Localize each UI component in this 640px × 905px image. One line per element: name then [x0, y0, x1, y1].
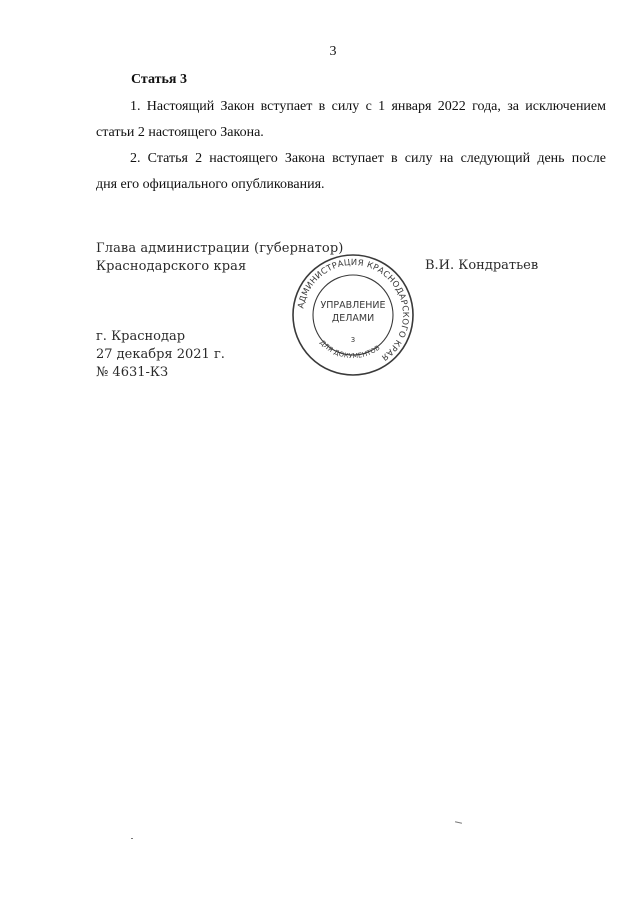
stamp-center-line-1: УПРАВЛЕНИЕ [320, 300, 386, 311]
stamp-center-number: 3 [350, 336, 356, 344]
article-title: Статья 3 [131, 72, 187, 87]
stamp-seal-icon [290, 252, 416, 378]
article-paragraph-2 [96, 146, 606, 198]
scan-speck [455, 821, 462, 823]
signer-position-line-2: Краснодарского края [96, 259, 247, 274]
scan-speck [131, 838, 133, 839]
place-date-number [96, 328, 225, 382]
page-number: 3 [329, 44, 337, 59]
document-number: № 4631-КЗ [96, 365, 169, 380]
stamp-center-line-2: ДЕЛАМИ [331, 313, 375, 324]
official-stamp [290, 252, 416, 378]
place-city: г. Краснодар [96, 329, 186, 344]
article-paragraph-1 [96, 94, 606, 146]
paragraph-2-first-line: 2. Статья 2 настоящего Закона вступает в силу на следующий день после [130, 151, 606, 166]
stamp-outer-text-path: АДМИНИСТРАЦИЯ КРАСНОДАРСКОГО КРАЯ [295, 256, 412, 364]
stamp-bottom-text-path: ДЛЯ ДОКУМЕНТОВ [318, 338, 382, 361]
signer-name: В.И. Кондратьев [425, 258, 539, 273]
paragraph-2-rest: дня его официального опубликования. [96, 177, 325, 192]
document-date: 27 декабря 2021 г. [96, 347, 225, 362]
paragraph-1-rest: статьи 2 настоящего Закона. [96, 125, 264, 140]
paragraph-1-first-line: 1. Настоящий Закон вступает в силу с 1 января 2022 года, за исключением [130, 99, 606, 114]
signer-position-line-1: Глава администрации (губернатор) [96, 241, 344, 256]
